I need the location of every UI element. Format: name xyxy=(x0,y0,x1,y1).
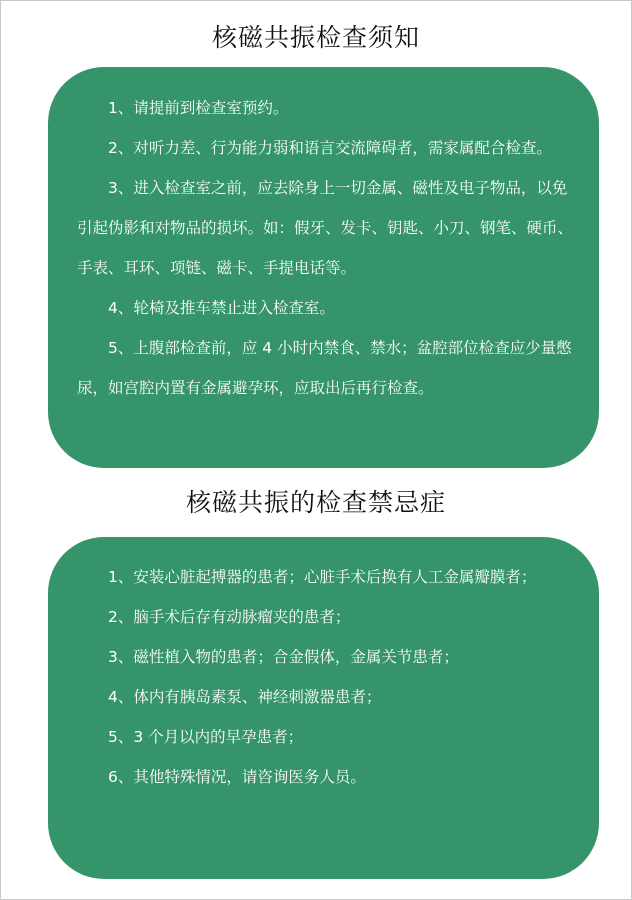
notice-item-4: 4、轮椅及推车禁止进入检查室。 xyxy=(108,299,335,317)
contraindications-card xyxy=(48,537,599,879)
notice-item-3: 3、进入检查室之前，应去除身上一切金属、磁性及电子物品，以免引起伪影和对物品的损坏。如：假牙、发卡、钥匙、小刀、钢笔、硬币、手表、耳环、项链、磁卡、手提电话等。 xyxy=(77,179,574,277)
contraindication-item-6: 6、其他特殊情况，请咨询医务人员。 xyxy=(108,768,366,786)
notice-item-1: 1、请提前到检查室预约。 xyxy=(108,99,289,117)
notice-item-2: 2、对听力差、行为能力弱和语言交流障碍者，需家属配合检查。 xyxy=(108,139,552,157)
contraindication-item-1: 1、安装心脏起搏器的患者；心脏手术后换有人工金属瓣膜者； xyxy=(108,568,537,586)
contraindication-item-5: 5、3 个月以内的早孕患者； xyxy=(108,728,304,746)
contraindication-item-2: 2、脑手术后存有动脉瘤夹的患者； xyxy=(108,608,351,626)
notice-card xyxy=(48,67,599,468)
notice-item-5: 5、上腹部检查前，应 4 小时内禁食、禁水；盆腔部位检查应少量憋尿，如宫腔内置有金属避孕环，应取出后再行检查。 xyxy=(77,339,572,397)
contraindication-item-3: 3、磁性植入物的患者；合金假体，金属关节患者； xyxy=(108,648,459,666)
contraindication-item-4: 4、体内有胰岛素泵、神经刺激器患者； xyxy=(108,688,382,706)
contraindications-title: 核磁共振的检查禁忌症 xyxy=(185,488,446,517)
notice-title: 核磁共振检查须知 xyxy=(211,23,420,52)
